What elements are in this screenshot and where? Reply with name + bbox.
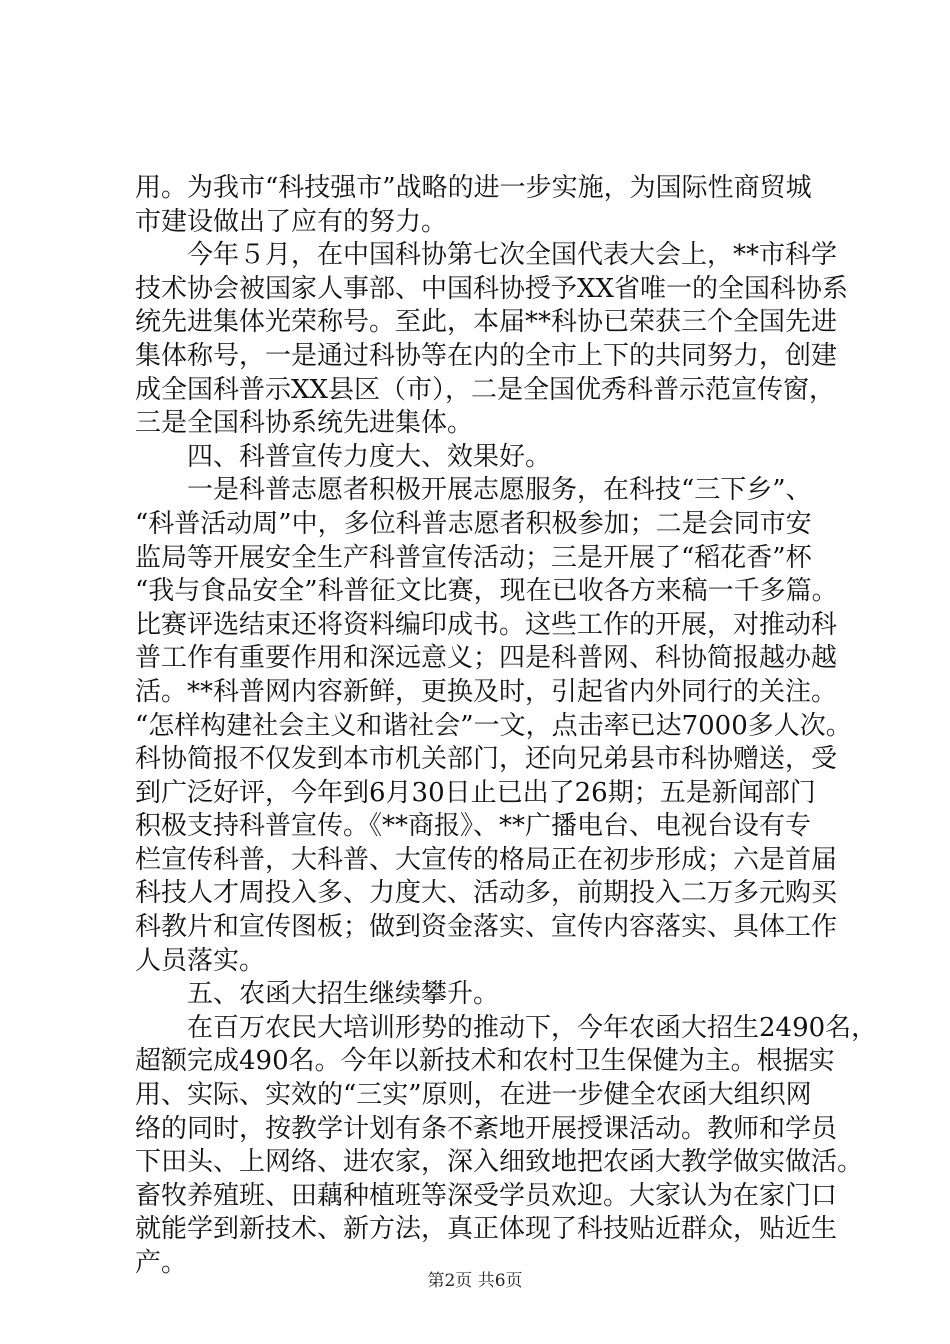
body-text <box>135 172 878 1281</box>
text-line: 畜牧养殖班、田藕种植班等深受学员欢迎。大家认为在家门口 <box>135 1180 838 1211</box>
text-line: 就能学到新技术、新方法，真正体现了科技贴近群众，贴近生 <box>135 1214 838 1245</box>
text-line: 科技人才周投入多、力度大、活动多，前期投入二万多元购买 <box>135 878 838 909</box>
text-line: 积极支持科普宣传。《**商报》、**广播电台、电视台设有专 <box>135 811 812 842</box>
text-line: “怎样构建社会主义和谐社会”一文，点击率已达7000多人次。 <box>135 710 852 741</box>
text-line: 统先进集体光荣称号。至此，本届**科协已荣获三个全国先进 <box>135 307 838 338</box>
section-heading: 四、科普宣传力度大、效果好。 <box>135 441 552 472</box>
text-line: 产。 <box>135 1248 188 1278</box>
text-line: 市建设做出了应有的努力。 <box>135 206 448 237</box>
text-line: 成全国科普示XX县区（市），二是全国优秀科普示范宣传窗， <box>135 374 836 405</box>
text-line: 科协简报不仅发到本市机关部门，还向兄弟县市科协赠送，受 <box>135 744 838 775</box>
text-line: 用、实际、实效的“三实”原则，在进一步健全农函大组织网 <box>135 1080 812 1111</box>
text-line: 科教片和宣传图板；做到资金落实、宣传内容落实、具体工作 <box>135 912 838 943</box>
text-line: 监局等开展安全生产科普宣传活动；三是开展了“稻花香”杯 <box>135 542 812 573</box>
text-line: “科普活动周”中，多位科普志愿者积极参加；二是会同市安 <box>135 508 812 539</box>
text-line: 在百万农民大培训形势的推动下，今年农函大招生2490名， <box>135 1012 878 1043</box>
text-line: 下田头、上网络、进农家，深入细致地把农函大教学做实做活。 <box>135 1147 864 1178</box>
text-line: 用。为我市“科技强市”战略的进一步实施，为国际性商贸城 <box>135 173 812 203</box>
text-line: 人员落实。 <box>135 945 266 976</box>
text-line: 一是科普志愿者积极开展志愿服务，在科技“三下乡”、 <box>135 475 812 506</box>
text-line: 超额完成490名。今年以新技术和农村卫生保健为主。根据实 <box>135 1046 835 1077</box>
section-heading: 五、农函大招生继续攀升。 <box>135 979 500 1010</box>
text-line: 络的同时，按教学计划有条不紊地开展授课活动。教师和学员 <box>135 1113 838 1144</box>
text-line: 今年５月，在中国科协第七次全国代表大会上，**市科学 <box>135 240 838 271</box>
text-line: 集体称号，一是通过科协等在内的全市上下的共同努力，创建 <box>135 340 838 371</box>
text-line: 普工作有重要作用和深远意义；四是科普网、科协简报越办越 <box>135 643 838 674</box>
text-line: 活。**科普网内容新鲜，更换及时，引起省内外同行的关注。 <box>135 676 838 707</box>
page-number-footer: 第2页 共6页 <box>427 1271 523 1291</box>
text-line: 比赛评选结束还将资料编印成书。这些工作的开展，对推动科 <box>135 609 838 640</box>
text-line: “我与食品安全”科普征文比赛，现在已收各方来稿一千多篇。 <box>135 576 838 607</box>
text-line: 栏宣传科普，大科普、大宣传的格局正在初步形成；六是首届 <box>135 844 838 875</box>
text-line: 三是全国科协系统先进集体。 <box>135 408 474 439</box>
text-line: 到广泛好评，今年到6月30日止已出了26期；五是新闻部门 <box>135 777 816 808</box>
text-line: 技术协会被国家人事部、中国科协授予XX省唯一的全国科协系 <box>135 273 849 304</box>
